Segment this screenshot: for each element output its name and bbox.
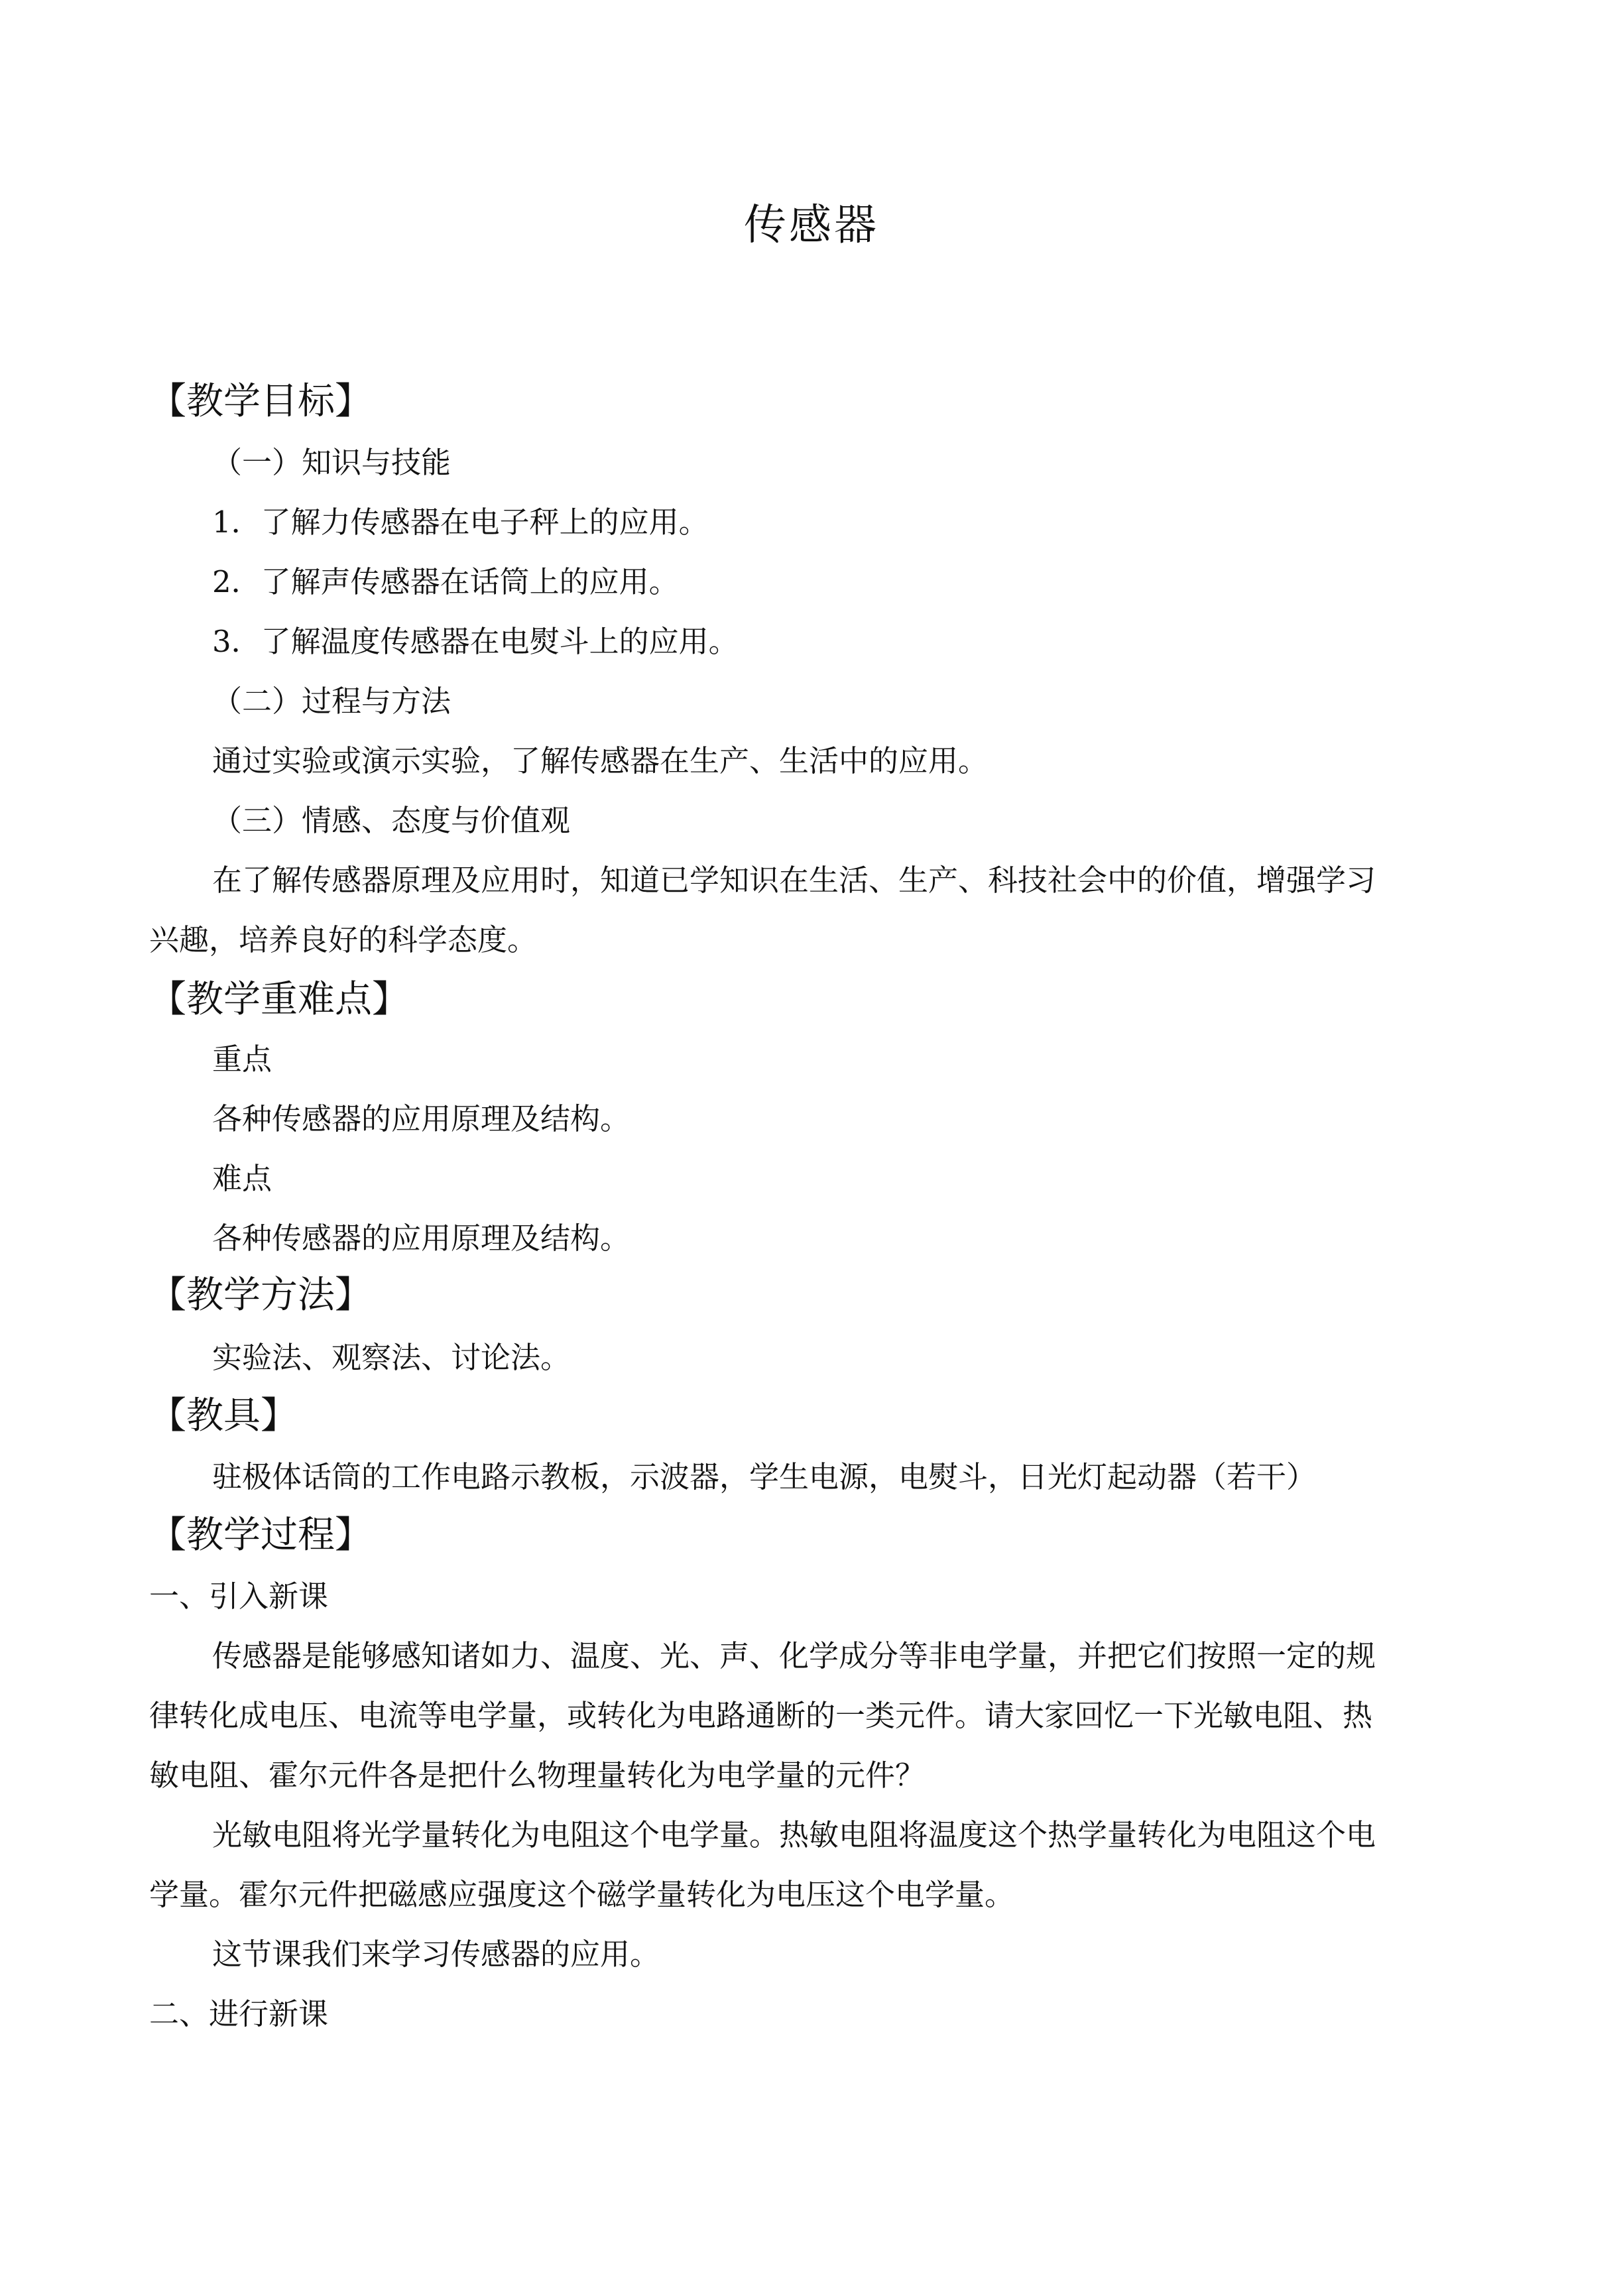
answer-paragraph-line1: 光敏电阻将光学量转化为电阻这个电学量。热敏电阻将温度这个热学量转化为电阻这个电 [212,1817,1376,1852]
lesson-intro-sentence: 这节课我们来学习传感器的应用。 [212,1937,660,1972]
process-methods-text: 通过实验或演示实验，了解传感器在生产、生活中的应用。 [212,743,989,778]
section-heading-key-points: 【教学重难点】 [149,978,409,1021]
process-part-2-heading: 二、进行新课 [149,1996,329,2031]
objective-item-2: 2．了解声传感器在话筒上的应用。 [212,564,679,599]
process-part-1-heading: 一、引入新课 [149,1579,329,1614]
answer-paragraph-line2: 学量。霍尔元件把磁感应强度这个磁学量转化为电压这个电学量。 [149,1877,1015,1912]
objective-item-1: 1．了解力传感器在电子秤上的应用。 [212,505,709,540]
key-point-text: 各种传感器的应用原理及结构。 [212,1101,631,1136]
key-point-label: 重点 [212,1042,272,1077]
objective-item-3: 3．了解温度传感器在电熨斗上的应用。 [212,624,739,659]
intro-paragraph-line3: 敏电阻、霍尔元件各是把什么物理量转化为电学量的元件？ [149,1758,926,1793]
difficult-point-text: 各种传感器的应用原理及结构。 [212,1221,631,1256]
subheading-knowledge-skills: （一）知识与技能 [212,445,451,480]
intro-paragraph-line1: 传感器是能够感知诸如力、温度、光、声、化学成分等非电学量，并把它们按照一定的规 [212,1638,1376,1673]
tools-text: 驻极体话筒的工作电路示教板，示波器，学生电源，电熨斗，日光灯起动器（若干） [212,1459,1317,1494]
subheading-process-methods: （二）过程与方法 [212,684,451,719]
section-heading-process: 【教学过程】 [149,1514,372,1557]
intro-paragraph-line2: 律转化成电压、电流等电学量，或转化为电路通断的一类元件。请大家回忆一下光敏电阻、热 [149,1698,1373,1733]
page-title: 传感器 [744,201,879,250]
attitude-values-text-line2: 兴趣，培养良好的科学态度。 [149,922,538,957]
subheading-attitude-values: （三）情感、态度与价值观 [212,803,571,838]
section-heading-tools: 【教具】 [149,1394,298,1437]
difficult-point-label: 难点 [212,1161,272,1196]
section-heading-methods: 【教学方法】 [149,1274,372,1317]
methods-text: 实验法、观察法、讨论法。 [212,1340,571,1375]
attitude-values-text-line1: 在了解传感器原理及应用时，知道已学知识在生活、生产、科技社会中的价值，增强学习 [212,863,1376,898]
section-heading-objectives: 【教学目标】 [149,380,372,423]
